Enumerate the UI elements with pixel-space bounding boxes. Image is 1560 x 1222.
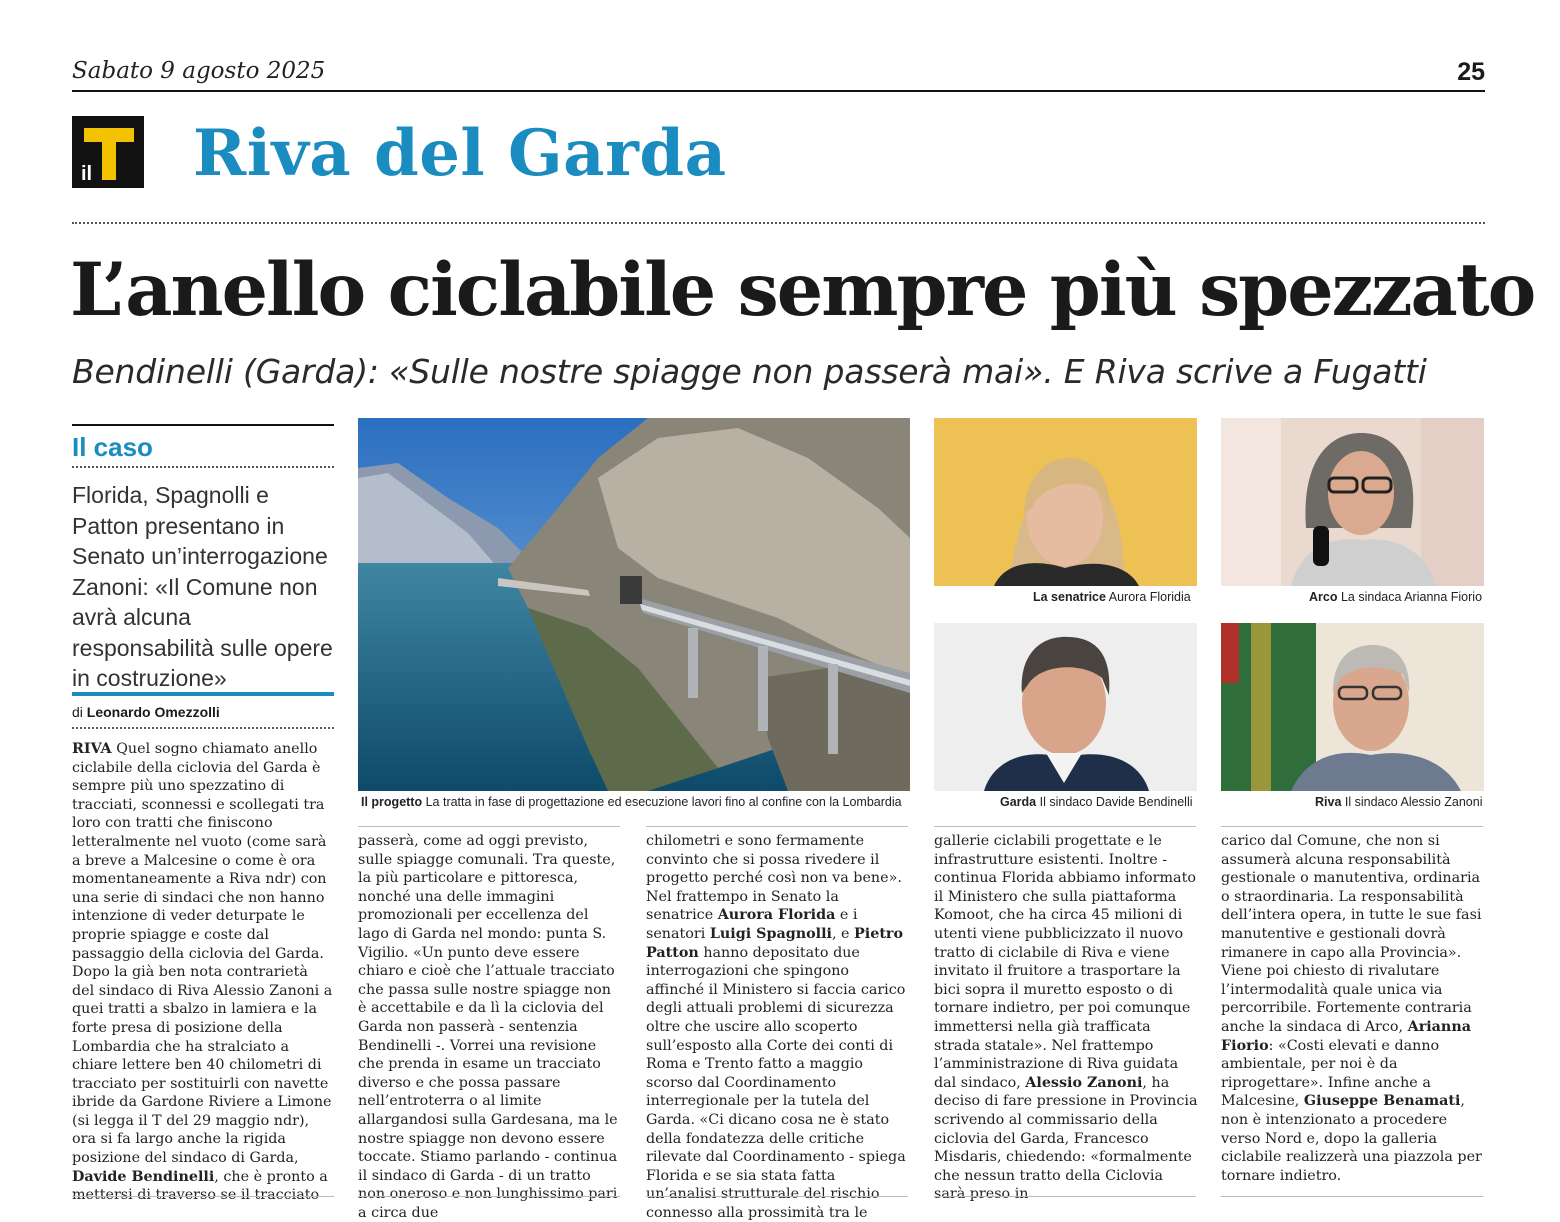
caption-riva: Riva Il sindaco Alessio Zanoni [1315,795,1483,809]
section-divider [72,222,1485,224]
main-photo-caption: Il progetto La tratta in fase di progettazione ed esecuzione lavori fino al confine con la Lombardia [361,795,902,809]
bottom-rule-2 [358,1196,620,1197]
box-rule [72,424,334,426]
column-rule-5 [1221,826,1483,827]
byline: di Leonardo Omezzolli [72,704,220,720]
bottom-rule-4 [934,1196,1196,1197]
byline-dots [72,727,334,729]
column-4: gallerie ciclabili progettate e le infrastrutture esistenti. Inoltre - continua Florida abbiamo informato il Ministero che sulla piattaforma Komoot, che ha circa 45 milioni di utenti viene pubblicizzato il nuovo tratto di ciclabile di Riva e viene invitato il fruitore a trasportare la bici sopra il muretto esposto o di tornare indietro, per poi comunque immettersi nella già trafficata strada statale». Nel frattempo l’amministrazione di Riva guidata dal sindaco, Alessio Zanoni, ha deciso di fare pressione in Provincia scrivendo al commissario della ciclovia del Garda, Francesco Misdaris, chiedendo: «formalmente che nessun tratto della Ciclovia sarà preso in [934,833,1198,1203]
bottom-rule-3 [646,1196,908,1197]
subheadline: Bendinelli (Garda): «Sulle nostre spiagge non passerà mai». E Riva scrive a Fugatti [72,352,1427,391]
author-name: Leonardo Omezzolli [86,704,220,720]
column-3: chilometri e sono fermamente convinto che si possa rivedere il progetto perché così non va bene». Nel frattempo in Senato la senatrice Aurora Florida e i senatori Luigi Spagnolli, e Pietro Patton hanno depositato due interrogazioni che spingono affinché il Ministero si faccia carico degli attuali problemi di sicurezza oltre che uscire allo scoperto sull’esposto alla Corte dei conti di Roma e Trento fatto a maggio scorso dal Coordinamento interregionale per la tutela del Garda. «Ci dicano cosa ne è stato della fondatezza delle critiche rilevate dal Coordinamento - spiega Florida e se sia stata fatta un’analisi strutturale del rischio connesso alla prossimità tra le [646,833,906,1221]
caption-senatrice: La senatrice Aurora Floridia [1033,590,1191,604]
section-title: Riva del Garda [193,116,727,191]
photo-garda [934,623,1197,791]
newspaper-logo [72,116,144,188]
box-text: Florida, Spagnolli e Patton presentano in Senato un’interrogazione Zanoni: «Il Comune non avrà alcuna responsabilità sulle opere in costruzione» [72,482,333,691]
bottom-rule-5 [1221,1196,1483,1197]
page-number: 25 [1457,58,1485,86]
caption-garda: Garda Il sindaco Davide Bendinelli [1000,795,1193,809]
caption-arco: Arco La sindaca Arianna Fiorio [1309,590,1483,604]
column-2: passerà, come ad oggi previsto, sulle spiagge comunali. Tra queste, la più particolare e pittoresca, nonché una delle immagini promozionali per eccellenza del lago di Garda nel mondo: punta S. Vigilio. «Un punto deve essere chiaro e cioè che l’attuale tracciato che passa sulle nostre spiagge non è accettabile e da lì la ciclovia del Garda non passerà - sentenzia Bendinelli -. Vorrei una revisione che prenda in esame un tracciato diverso e che possa passare nell’entroterra o al limite allargandosi sulla Gardesana, ma le nostre spiagge non devono essere toccate. Stiamo parlando - continua il sindaco di Garda - di un tratto non oneroso e non lunghissimo pari a circa due [358,833,618,1221]
svg-text:il: il [81,163,93,185]
box-dots [72,466,334,468]
column-rule-3 [646,826,908,827]
issue-date: Sabato 9 agosto 2025 [72,58,326,84]
main-photo [358,418,910,791]
headline: L’anello ciclabile sempre più spezzato [70,247,1535,333]
header-rule [72,90,1485,92]
column-1: RIVA Quel sogno chiamato anello ciclabile della ciclovia del Garda è sempre più uno spezzatino di tracciati, sconnessi e scollegati tra loro con tratti che finiscono letteralmente nel vuoto (come sarà a breve a Malcesine o come è ora momentaneamente a Riva ndr) con una serie di sindaci che non hanno intenzione di veder deturpate le proprie spiagge e coste dal passaggio della ciclovia del Garda. Dopo la già ben nota contrarietà del sindaco di Riva Alessio Zanoni a quei tratti a sbalzo in lamiera e la forte presa di posizione della Lombardia che ha stralciato a chiare lettere ben 40 chilometri di tracciato per sostituirli con navette ibride da Gardone Riviere a Limone (si legga il T del 29 maggio ndr), ora si fa largo anche la rigida posizione del sindaco di Garda, Davide Bendinelli, che è pronto a mettersi di traverso se il tracciato [72,741,333,1204]
column-5: carico dal Comune, che non si assumerà alcuna responsabilità gestionale o manutentiva, ordinaria o straordinaria. La responsabilità dell’intera opera, in tutte le sue fasi manutentive e gestionali dovrà rimanere in capo alla Provincia». Viene poi chiesto di rivalutare l’intermodalità quale unica via percorribile. Fortemente contraria anche la sindaca di Arco, Arianna Fiorio: «Costi elevati e danno ambientale, per noi è da riprogettare». Infine anche a Malcesine, Giuseppe Benamati, non è intenzionato a procedere verso Nord e, dopo la galleria ciclabile realizzerà una piazzola per tornare indietro. [1221,833,1482,1184]
photo-senatrice [934,418,1197,586]
bottom-rule-1 [72,1196,334,1197]
byline-rule [72,692,334,696]
column-rule-4 [934,826,1196,827]
photo-arco [1221,418,1484,586]
photo-riva [1221,623,1484,791]
box-title: Il caso [72,432,153,462]
column-rule-2 [358,826,620,827]
